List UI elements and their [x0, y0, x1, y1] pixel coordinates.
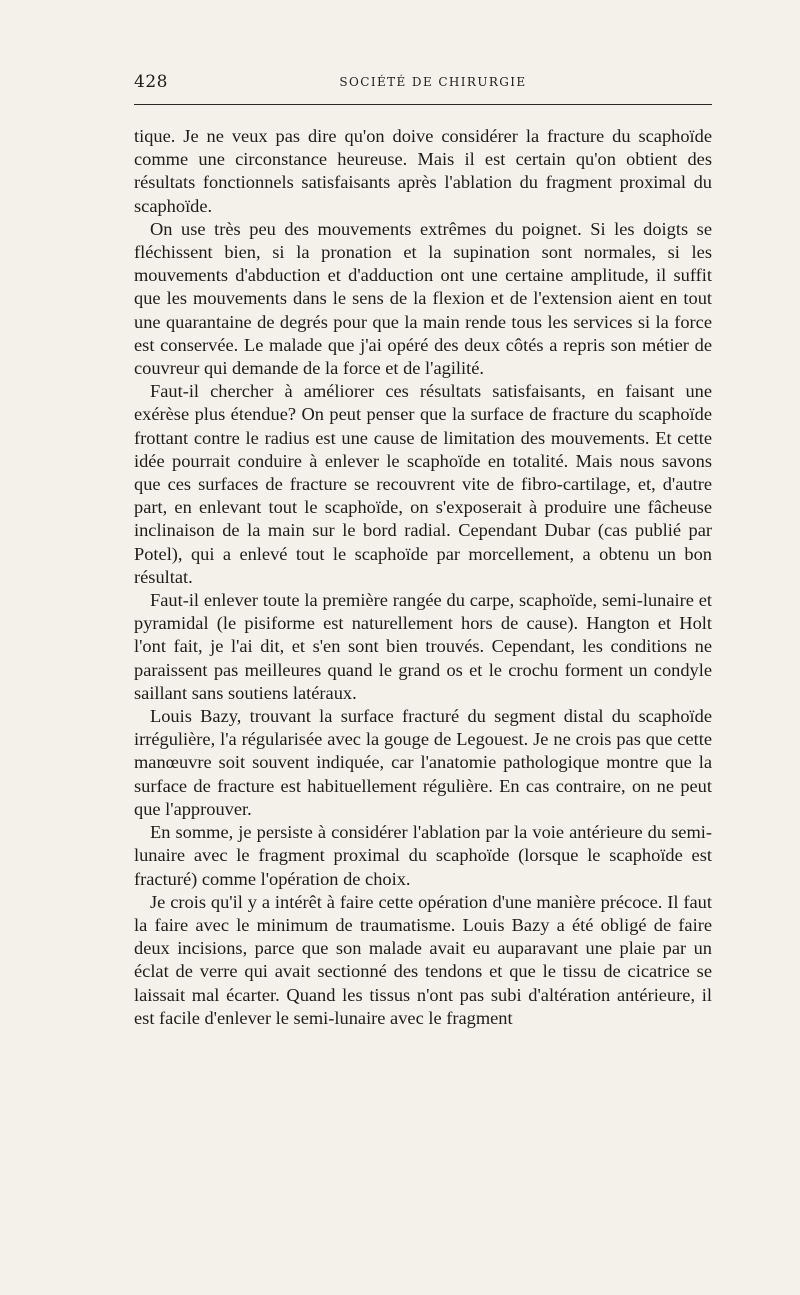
running-title: SOCIÉTÉ DE CHIRURGIE — [339, 75, 527, 89]
paragraph: Je crois qu'il y a intérêt à faire cette opération d'une manière précoce. Il faut la faire avec le minimum de traumatisme. Louis Bazy a été obligé de faire deux incisions, parce que son malade avait eu auparavant une plaie par un éclat de verre qui avait sectionné des tendons et que le tissu de cicatrice se laissait mal écarter. Quand les tissus n'ont pas subi d'altération antérieure, il est facile d'enlever le semi-lunaire avec le fragment — [134, 891, 712, 1028]
paragraph: En somme, je persiste à considérer l'ablation par la voie antérieure du semi-lunaire avec le fragment proximal du scaphoïde (lorsque le scaphoïde est fracturé) comme l'opération de choix. — [134, 822, 712, 889]
page-number: 428 — [134, 72, 168, 92]
paragraph: Faut-il enlever toute la première rangée du carpe, scaphoïde, semi-lunaire et pyramidal (le pisiforme est naturellement hors de cause). Hangton et Holt l'ont fait, je l'ai dit, et s'en sont bien trouvés. Cependant, les conditions ne paraissent pas meilleures quand le grand os et le crochu forment un condyle saillant sans soutiens latéraux. — [134, 590, 712, 703]
paragraph: Faut-il chercher à améliorer ces résultats satisfaisants, en faisant une exérèse plus étendue? On peut penser que la surface de fracture du scaphoïde frottant contre le radius est une cause de limitation des mouvements. Et cette idée pourrait conduire à enlever le scaphoïde en totalité. Mais nous savons que ces surfaces de fracture se recouvrent vite de fibro-cartilage, et, d'autre part, en enlevant tout le scaphoïde, on s'exposerait à produire une fâcheuse inclinaison de la main sur le bord radial. Cependant Dubar (cas publié par Potel), qui a enlevé tout le scaphoïde par morcellement, a obtenu un bon résultat. — [134, 381, 712, 587]
paragraph-continuation: tique. Je ne veux pas dire qu'on doive considérer la fracture du scaphoïde comme une circonstance heureuse. Mais il est certain qu'on obtient des résultats fonctionnels satisfaisants après l'ablation du fragment proximal du scaphoïde. — [134, 126, 712, 216]
header-rule — [134, 104, 712, 105]
paragraph: Louis Bazy, trouvant la surface fracturé du segment distal du scaphoïde irrégulière, l'a régularisée avec la gouge de Legouest. Je ne crois pas que cette manœuvre soit souvent indiquée, car l'anatomie pathologique montre que la surface de fracture est habituellement régulière. En cas contraire, on ne peut que l'approuver. — [134, 706, 712, 819]
page-header — [134, 62, 712, 96]
book-page — [134, 62, 712, 1028]
paragraph: On use très peu des mouvements extrêmes du poignet. Si les doigts se fléchissent bien, si la pronation et la supination sont normales, si les mouvements d'abduction et d'adduction ont une certaine amplitude, il suffit que les mouvements dans le sens de la flexion et de l'extension aient en tout une quarantaine de degrés pour que la main rende tous les services si la force est conservée. Le malade que j'ai opéré des deux côtés a repris son métier de couvreur qui demande de la force et de l'agilité. — [134, 218, 712, 379]
body-text — [134, 125, 712, 1030]
